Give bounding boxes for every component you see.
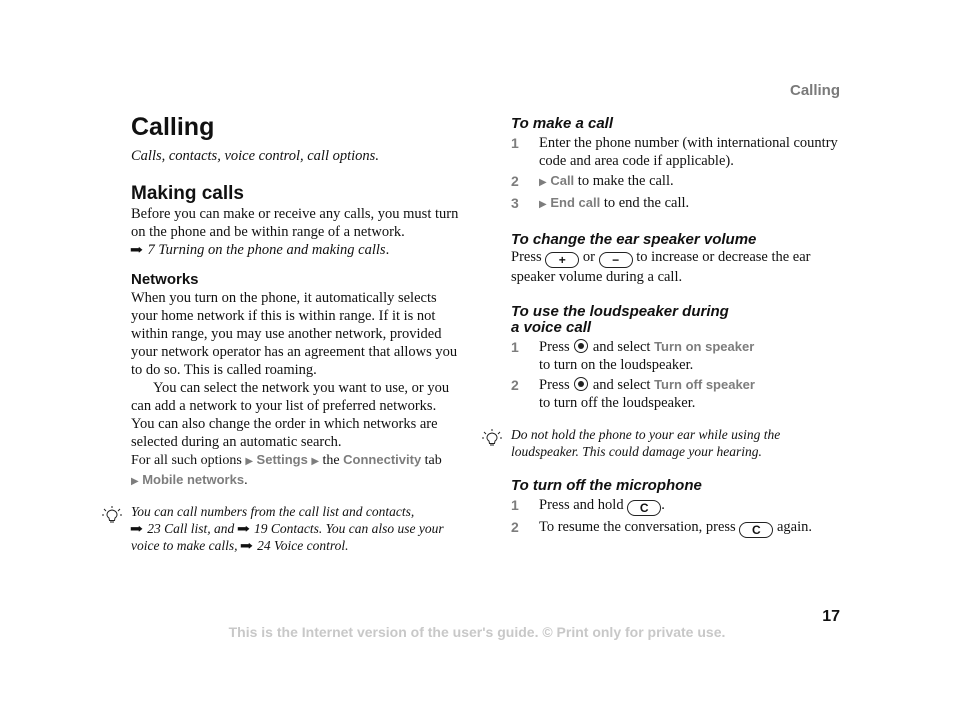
making-calls-body: Before you can make or receive any calls, you must turn on the phone and be within range of a network. ➡ 7 Turning on the phone and making calls. — [129, 206, 459, 258]
clear-key-icon: C — [627, 500, 661, 516]
chapter-title: Calling — [131, 113, 215, 141]
menu-turn-off-speaker: Turn off speaker — [654, 377, 755, 392]
menu-arrow-icon: ▶ — [539, 199, 547, 210]
joystick-icon — [574, 339, 588, 353]
volume-up-key-icon: + — [545, 252, 579, 268]
loudspeaker-step-2: 2 Press and select Turn off speaker to turn off the loudspeaker. — [511, 377, 755, 411]
task-heading-loudspeaker: To use the loudspeaker during a voice call — [511, 303, 729, 336]
lightbulb-tip-icon — [481, 428, 503, 450]
make-call-step-1: 1 Enter the phone number (with international country code and area code if applicable). — [511, 135, 838, 169]
joystick-icon — [574, 377, 588, 391]
xref-turning-on: 7 Turning on the phone and making calls — [147, 242, 386, 258]
menu-arrow-icon: ▶ — [311, 456, 320, 467]
footer-notice: This is the Internet version of the user's guide. © Print only for private use. — [228, 624, 726, 640]
menu-call: Call — [550, 173, 575, 188]
networks-paragraph-2: You can select the network you want to use, or you can add a network to your list of preferred networks. You can also change the order in which networks are selected during an automatic search. — [131, 380, 450, 450]
lightbulb-tip-icon — [101, 505, 123, 527]
tip-call-numbers: You can call numbers from the call list and contacts, ➡ 23 Call list, and ➡ 19 Contacts. You can also use your voice to make calls, ➡ 24 Voice control. — [131, 503, 461, 554]
reference-arrow-icon: ➡ — [129, 521, 143, 536]
chapter-subtitle: Calls, contacts, voice control, call options. — [131, 148, 379, 164]
menu-end-call: End call — [550, 195, 601, 210]
reference-arrow-icon: ➡ — [239, 538, 253, 553]
loudspeaker-step-1: 1 Press and select Turn on speaker to turn on the loudspeaker. — [511, 339, 755, 373]
menu-turn-on-speaker: Turn on speaker — [654, 339, 755, 354]
section-heading-making-calls: Making calls — [131, 183, 244, 204]
right-column — [511, 116, 851, 538]
task-heading-make-call: To make a call — [511, 115, 613, 132]
reference-arrow-icon: ➡ — [129, 242, 143, 257]
reference-arrow-icon: ➡ — [236, 521, 250, 536]
networks-paragraph-1: When you turn on the phone, it automatically selects your home network if this is within range. If it is not within range, you may use another network, provided your network operator has an agreement that allows you to do so. This is called roaming. — [131, 290, 458, 378]
clear-key-icon: C — [739, 522, 773, 538]
task-heading-volume: To change the ear speaker volume — [511, 231, 757, 248]
tip-loudspeaker-warning: Do not hold the phone to your ear while using the loudspeaker. This could damage your hearing. — [511, 426, 851, 460]
menu-arrow-icon: ▶ — [245, 456, 254, 467]
make-call-step-3: 3 ▶ End call to end the call. — [511, 195, 690, 211]
menu-arrow-icon: ▶ — [539, 177, 547, 188]
menu-arrow-icon: ▶ — [131, 476, 139, 487]
subsection-heading-networks: Networks — [131, 271, 199, 288]
page-number: 17 — [822, 608, 840, 625]
menu-mobile-networks: Mobile networks — [142, 472, 245, 487]
running-header: Calling — [789, 82, 840, 99]
volume-down-key-icon: − — [599, 252, 633, 268]
make-call-step-2: 2 ▶ Call to make the call. — [511, 173, 674, 189]
left-column — [131, 112, 461, 554]
volume-instructions: Press + or − to increase or decrease the ear speaker volume during a call. — [511, 249, 811, 285]
microphone-step-1: 1 Press and hold C . — [511, 497, 665, 515]
menu-connectivity: Connectivity — [343, 452, 422, 467]
networks-menu-path: For all such options ▶ Settings ▶ the Connectivity tab ▶ Mobile networks. — [131, 452, 442, 488]
task-heading-microphone: To turn off the microphone — [511, 477, 702, 494]
microphone-step-2: 2 To resume the conversation, press C again. — [511, 519, 812, 537]
menu-settings: Settings — [256, 452, 308, 467]
